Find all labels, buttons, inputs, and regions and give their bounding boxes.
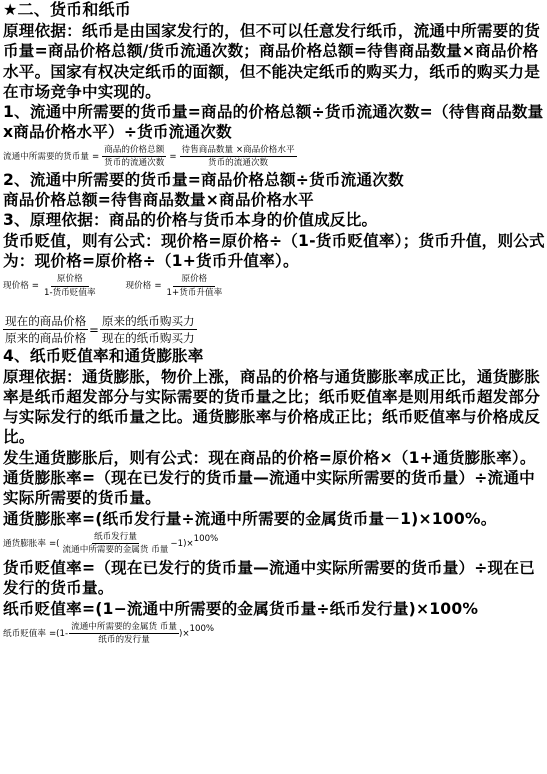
formula-4-percent: 100% — [193, 533, 219, 544]
inflation-rate-paragraph: 通货膨胀率=（现在已发行的货币量—流通中实际所需要的货币量）÷流通中实际所需要的货币量。 — [3, 469, 535, 508]
principle-paragraph-1: 原理依据：纸币是由国家发行的，但不可以任意发行纸币，流通中所需要的货币量=商品价格总额/货币流通次数；商品价格总额=待售商品数量×商品价格水平。国家有权决定纸币的面额，但不能决定纸币的购买力，纸币的购买力是在市场竞争中实现的。 — [3, 22, 540, 101]
formula-4-lhs: 通货膨胀率 — [3, 538, 46, 549]
formula-2-lhs-a: 现价格 — [3, 281, 29, 292]
formula-5-denominator: 纸币的发行量 — [98, 635, 150, 646]
formula-3-denominator-left: 原来的商品价格 — [5, 331, 87, 346]
devaluation-rate-formula-text: 纸币贬值率=(1−流通中所需要的金属货币量÷纸币发行量)×100% — [3, 599, 479, 618]
formula-money-demand — [3, 143, 545, 170]
formula-2-denominator-b: 1+货币升值率 — [166, 287, 223, 298]
item-4-heading: 4、纸币贬值率和通货膨胀率 — [3, 347, 204, 366]
formula-2-lhs-b: 现价格 — [125, 281, 152, 292]
formula-1-denominator-b: 货币的流通次数 — [207, 158, 269, 169]
formula-5-open: =(1- — [48, 628, 69, 639]
formula-inflation-rate — [3, 529, 545, 558]
item-2-money-demand: 2、流通中所需要的货币量=商品价格总额÷货币流通次数 — [3, 170, 404, 189]
formula-4-denominator: 流通中所需要的金属货 币量 — [62, 545, 169, 556]
formula-5-tail: )× — [178, 628, 190, 639]
formula-2-numerator-a: 原价格 — [51, 274, 89, 287]
document — [3, 0, 545, 646]
formula-5-numerator: 流通中所需要的金属货 币量 — [69, 622, 179, 635]
formula-1-fraction-b — [180, 145, 297, 169]
formula-1-denominator-a: 货币的流通次数 — [104, 158, 165, 169]
formula-5-percent: 100% — [189, 623, 215, 634]
formula-3-equals: = — [89, 322, 99, 337]
formula-3-numerator-right: 原来的纸币购买力 — [101, 314, 195, 329]
section-title: ★二、货币和纸币 — [3, 0, 131, 19]
formula-3-fraction-left — [3, 314, 88, 345]
inflation-price-paragraph: 发生通货膨胀后，则有公式：现在商品的价格=原价格×（1+通货膨胀率）。 — [3, 448, 536, 467]
formula-4-numerator: 纸币发行量 — [92, 532, 139, 545]
principle-paragraph-4: 原理依据：通货膨胀，物价上涨，商品的价格与通货膨胀率成正比，通货膨胀率是纸币超发部分与实际需要的货币量之比；纸币贬值率是则用纸币超发部分与实际发行的纸币量之比。通货膨胀率与价格成正比；纸币贬值率与价格成反比。 — [3, 367, 540, 447]
formula-4-open: =( — [48, 538, 60, 549]
item-2-price-total: 商品价格总额=待售商品数量×商品价格水平 — [3, 191, 314, 210]
formula-4-fraction — [61, 532, 171, 556]
formula-devaluation-rate — [3, 619, 545, 646]
inflation-rate-formula-text: 通货膨胀率=(纸币发行量÷流通中所需要的金属货币量－1)×100%。 — [3, 509, 497, 528]
formula-5-fraction — [69, 622, 179, 646]
item-1-money-demand: 1、流通中所需要的货币量=商品的价格总额÷货币流通次数=（待售商品数量ⅹ商品价格水平）÷货币流通次数 — [3, 103, 544, 142]
formula-1-lhs: 流通中所需要的货币量 — [3, 151, 89, 162]
formula-3-numerator-left: 现在的商品价格 — [5, 314, 87, 329]
formula-2-equals-b: = — [154, 281, 162, 292]
formula-4-tail: −1)× — [170, 538, 194, 549]
formula-1-fraction-a — [102, 145, 166, 169]
formula-2-fraction-a — [42, 274, 98, 298]
formula-2-denominator-a: 1-货币贬值率 — [44, 287, 96, 298]
formula-1-equals-2: = — [169, 151, 177, 162]
principle-paragraph-3: 货币贬值，则有公式：现价格=原价格÷（1-货币贬值率）；货币升值，则公式为：现价格=原价格÷（1+货币升值率）。 — [3, 231, 545, 270]
formula-5-lhs: 纸币贬值率 — [3, 628, 46, 639]
formula-price-purchasing-power — [3, 312, 545, 346]
formula-2-fraction-b — [165, 274, 225, 298]
formula-2-equals-a: = — [31, 281, 39, 292]
formula-price-change — [3, 271, 545, 298]
formula-2-numerator-b: 原价格 — [173, 274, 215, 287]
devaluation-rate-paragraph: 货币贬值率=（现在已发行的货币量—流通中实际所需要的货币量）÷现在已发行的货币量。 — [3, 558, 535, 598]
formula-1-numerator-b: 待售商品数量 ×商品价格水平 — [180, 145, 297, 158]
formula-3-fraction-right — [100, 314, 197, 345]
item-3-principle: 3、原理依据：商品的价格与货币本身的价值成反比。 — [3, 211, 378, 230]
formula-1-equals: = — [91, 151, 100, 162]
formula-1-numerator-a: 商品的价格总额 — [102, 145, 166, 158]
formula-3-denominator-right: 现在的纸币购买力 — [101, 331, 195, 346]
